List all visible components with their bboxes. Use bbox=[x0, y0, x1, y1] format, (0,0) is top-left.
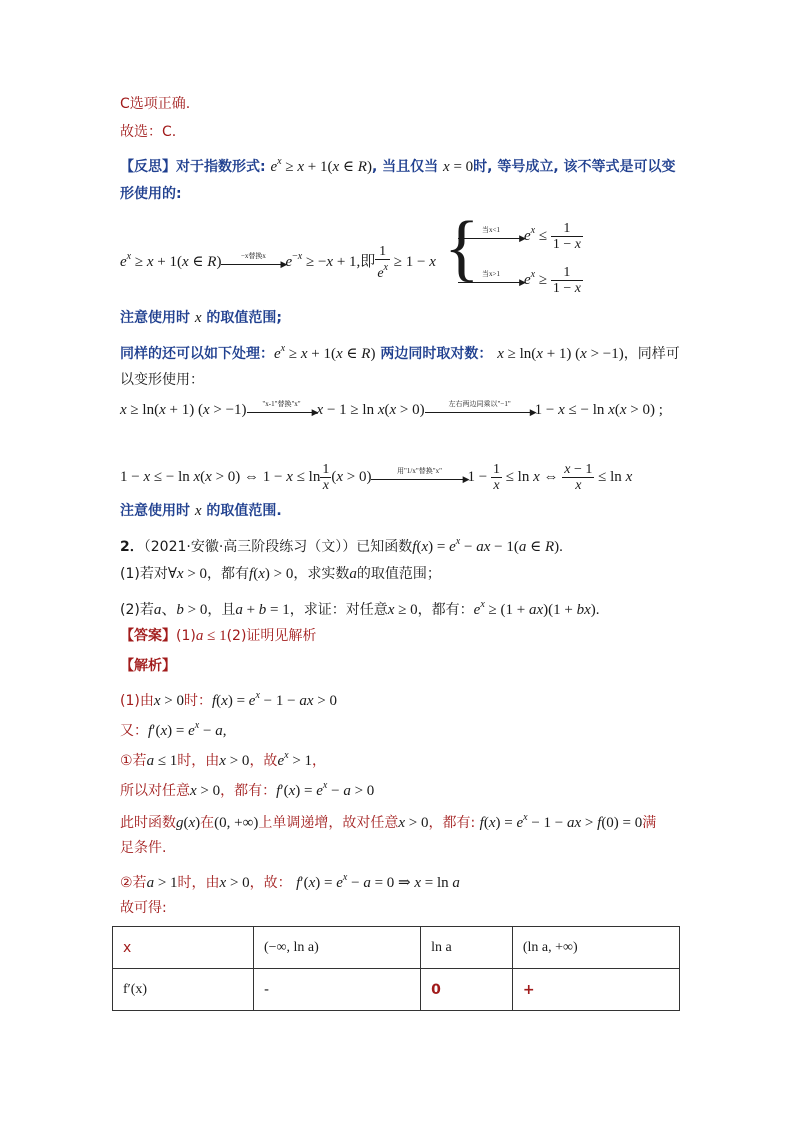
table-cell: 0 bbox=[421, 969, 513, 1011]
note-line-2: 注意使用时 x 的取值范围. bbox=[120, 503, 282, 519]
reflect-tag: 【反思】 bbox=[120, 159, 176, 175]
reflect-text-3: 时, 等号成立, 该不等式是可以变 bbox=[473, 159, 676, 175]
derivation-line-1: $e^x \ge x + 1(x$ ∈ R) −x替换x ▶ $e^{-x} \ge -x + 1$,即 $\frac{1}{e^x}$ ≥ 1 − x bbox=[120, 244, 436, 281]
table-row bbox=[113, 969, 680, 1011]
answer-choice-line: 故选：C. bbox=[120, 124, 177, 140]
reflection-line-2: 形使用的: bbox=[120, 186, 182, 202]
arrow-replace-recip: 用"1/x"替换"x" ▶ bbox=[371, 471, 467, 485]
reflection-line bbox=[120, 152, 676, 177]
table-cell: - bbox=[254, 969, 421, 1011]
c-correct-line: C选项正确. bbox=[120, 96, 191, 112]
sign-table bbox=[112, 926, 680, 1011]
table-header-cell: ln a bbox=[421, 927, 513, 969]
table-header-cell: (ln a, +∞) bbox=[512, 927, 679, 969]
problem-2-statement: 2．（2021·安徽·高三阶段练习（文））已知函数$f(x) = e^x$ − ax − 1(a ∈ R). bbox=[120, 536, 563, 555]
table-header-cell: x bbox=[113, 927, 254, 969]
arrow-replace-x: −x替换x ▶ bbox=[221, 256, 285, 270]
branch-lt1: 当x<1 ▶ $e^x$ ≤ $\frac{1}{1 - x}$ bbox=[458, 221, 583, 252]
similar-line-2: 以变形使用： bbox=[120, 372, 204, 388]
solution-line-4: 所以对任意x > 0，都有：$f'(x) = e^x - a > 0$ bbox=[120, 780, 375, 799]
arrow-when-lt1: 当x<1 ▶ bbox=[458, 230, 524, 244]
solution-line-5: 此时函数g(x)在(0, +∞)上单调递增，故对任意x > 0，都有: $f(x) = e^x - 1$ − ax > f(0) = 0满 bbox=[120, 812, 657, 831]
problem-2-part-1: (1)若对∀x > 0，都有f(x) > 0，求实数a的取值范围； bbox=[120, 566, 441, 582]
solution-line-7: ②若a > 1时，由x > 0，故： $f'(x) = e^x - a = 0$ ⇒ x = ln a bbox=[120, 872, 460, 891]
derivation-line-3: 1 − x ≤ − ln x(x > 0) ⇔ 1 − x ≤ ln $\frac{1}{x}$ (x > 0) 用"1/x"替换"x" ▶ 1 − $\frac{1}{x}$ ≤ ln x ⇔ $\frac{x - 1}{x}$ ≤ ln x bbox=[120, 462, 633, 493]
derivation-line-2: x ≥ ln(x + 1) (x > −1) "x-1"替换"x" ▶ x − 1 ≥ ln x(x > 0) 左右两边同乘以"−1" ▶ 1 − x ≤ − ln x(x > 0) ; bbox=[120, 399, 663, 418]
solution-line-3: ①若a ≤ 1时，由x > 0，故$e^x > 1$， bbox=[120, 750, 327, 769]
x-equals-zero: x = 0 bbox=[443, 159, 474, 175]
solution-line-2: 又：$f'(x) = e^x - a$, bbox=[120, 720, 227, 739]
solution-line-1: (1)由x > 0时：$f(x) = e^x - 1$ − ax > 0 bbox=[120, 690, 337, 709]
answer-line: 【答案】(1)a ≤ 1(2)证明见解析 bbox=[120, 628, 317, 644]
note-line-1: 注意使用时 x 的取值范围; bbox=[120, 310, 283, 326]
reflect-text-1: 对于指数形式: bbox=[176, 159, 266, 175]
brace-icon: { bbox=[444, 207, 480, 289]
table-header-cell: (−∞, ln a) bbox=[254, 927, 421, 969]
inequality-ex: $e^x \ge x + 1(x$ ∈ R) bbox=[270, 156, 372, 175]
branch-gt1: 当x>1 ▶ $e^x$ ≥ $\frac{1}{1 - x}$ bbox=[458, 265, 583, 296]
problem-2-part-2: (2)若a、b > 0，且a + b = 1，求证：对任意x ≥ 0，都有：$e^x \ge (1 + ax)(1 + bx)$. bbox=[120, 599, 600, 618]
table-header-row bbox=[113, 927, 680, 969]
analysis-tag: 【解析】 bbox=[120, 658, 176, 674]
table-cell: + bbox=[512, 969, 679, 1011]
arrow-when-gt1: 当x>1 ▶ bbox=[458, 274, 524, 288]
arrow-both-sides: 左右两边同乘以"−1" ▶ bbox=[425, 404, 535, 418]
arrow-replace-x1: "x-1"替换"x" ▶ bbox=[247, 404, 317, 418]
reflect-text-2: , 当且仅当 bbox=[371, 159, 439, 175]
solution-line-8: 故可得: bbox=[120, 900, 167, 916]
similar-line: 同样的还可以如下处理：$e^x \ge x + 1(x$ ∈ R) 两边同时取对数： x ≥ ln(x + 1) (x > −1)，同样可 bbox=[120, 343, 680, 362]
solution-line-6: 足条件. bbox=[120, 840, 167, 856]
table-row-label: f′(x) bbox=[113, 969, 254, 1011]
